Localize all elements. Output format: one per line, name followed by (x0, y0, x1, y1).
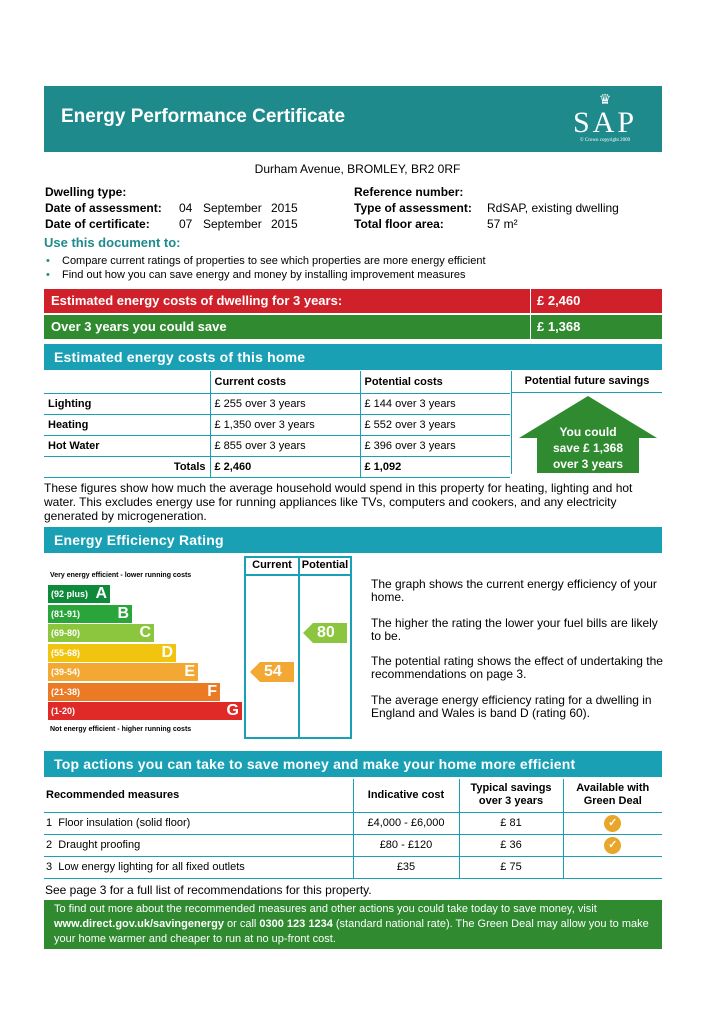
list-item: • Find out how you can save energy and money by installing improvement measures (44, 268, 486, 282)
table-row (44, 435, 510, 456)
measure-name: Low energy lighting for all fixed outlets (58, 861, 245, 873)
reference-label: Reference number: (354, 185, 464, 199)
floor-area-value: 57 m² (487, 217, 518, 231)
costs-table (44, 371, 510, 478)
footer-text: (standard national rate). The Green Deal may allow you to make your home warmer and cheaper to run at no up-front cost. (54, 918, 649, 945)
table-header-row (44, 371, 510, 393)
measure-name: Floor insulation (solid floor) (58, 817, 191, 829)
band-range: (21-38) (51, 686, 81, 697)
band-letter: G (226, 702, 239, 719)
assessment-type-value: RdSAP, existing dwelling (487, 201, 619, 215)
measure-saving: £ 36 (459, 834, 563, 856)
header-line: over 3 years (478, 795, 544, 808)
table-row (44, 812, 662, 834)
rating-paragraph: The potential rating shows the effect of undertaking the recommendations on page 3. (371, 654, 663, 681)
rating-section-header (44, 527, 662, 553)
assessment-year: 2015 (271, 201, 298, 215)
footer-phone: 0300 123 1234 (259, 918, 333, 930)
measure-name: Draught proofing (58, 839, 141, 851)
rating-section-title: Energy Efficiency Rating (54, 532, 224, 548)
certificate-day: 07 (179, 217, 193, 231)
rating-band-c (48, 624, 154, 642)
header-line: Typical savings (470, 782, 552, 795)
estimated-costs-bar (44, 289, 662, 313)
certificate-date-label: Date of certificate: (45, 217, 150, 231)
totals-label: Totals (44, 456, 210, 477)
see-page-note: See page 3 for a full list of recommendations for this property. (45, 883, 372, 897)
cost-current: £ 855 over 3 years (210, 435, 360, 456)
future-savings-column (511, 371, 662, 474)
band-range: (39-54) (51, 667, 81, 677)
measure-cell (44, 856, 353, 878)
measure-cost: £4,000 - £6,000 (353, 812, 459, 834)
cost-current: £ 1,350 over 3 years (210, 414, 360, 435)
measure-number: 3 (46, 861, 53, 873)
estimated-costs-value: £ 2,460 (530, 289, 580, 313)
band-range: (1-20) (51, 706, 76, 716)
current-column-header: Current (252, 559, 292, 571)
scale-bottom-note: Not energy efficient - higher running costs (50, 726, 192, 733)
rating-band-b (48, 605, 132, 623)
cost-row-name: Heating (44, 414, 210, 435)
rating-paragraph: The higher the rating the lower your fuel bills are likely to be. (371, 616, 658, 643)
current-rating-value: 54 (264, 663, 282, 680)
use-bullets (44, 254, 486, 282)
band-letter: F (207, 682, 217, 700)
potential-rating-value: 80 (317, 624, 335, 641)
green-deal-check-icon: ✓ (604, 837, 621, 854)
band-range: (92 plus) (51, 589, 89, 599)
measure-cell (44, 812, 353, 834)
assessment-day: 04 (179, 201, 193, 215)
costs-section-header (44, 344, 662, 370)
cost-row-name: Lighting (44, 393, 210, 414)
footer-text: or call (223, 918, 260, 930)
column-divider (298, 558, 300, 737)
table-header (44, 371, 210, 393)
rating-band-f (48, 683, 220, 701)
savings-value: £ 1,368 (530, 315, 580, 339)
savings-line: You could (559, 425, 617, 439)
band-range: (55-68) (51, 647, 81, 658)
table-header (459, 779, 563, 812)
green-deal-cell (563, 812, 662, 834)
measure-saving: £ 81 (459, 812, 563, 834)
band-letter: B (117, 604, 129, 622)
table-row (44, 834, 662, 856)
table-row (44, 456, 510, 477)
band-range: (81-91) (51, 608, 81, 619)
measure-cost: £35 (353, 856, 459, 878)
footer-text: To find out more about the recommended measures and other actions you could take today to save money, visit (54, 903, 597, 915)
band-range: (69-80) (51, 628, 81, 638)
costs-note: These figures show how much the average household would spend in this property for heating, lighting and hot water. This excludes energy use for running appliances like TVs, computers and cookers, and any electricity generated by microgeneration. (44, 481, 633, 523)
details-left (45, 184, 298, 232)
cost-potential: £ 396 over 3 years (360, 435, 510, 456)
sap-logo-text: SAP (572, 106, 638, 139)
actions-table (44, 779, 662, 879)
savings-line: save £ 1,368 (552, 441, 624, 455)
green-deal-check-icon: ✓ (604, 815, 621, 832)
rating-band-d (48, 644, 176, 662)
band-letter: E (184, 663, 195, 680)
rating-columns (244, 556, 352, 739)
band-letter: A (95, 585, 107, 602)
rating-band-g (48, 702, 242, 720)
header-divider (246, 574, 350, 576)
cost-potential: £ 552 over 3 years (360, 414, 510, 435)
rating-band-a (48, 585, 110, 603)
measure-cost: £80 - £120 (353, 834, 459, 856)
header-line: Green Deal (583, 795, 642, 808)
band-letter: C (139, 624, 151, 641)
totals-current: £ 2,460 (210, 456, 360, 477)
page-title: Energy Performance Certificate (61, 106, 346, 127)
measure-number: 1 (46, 817, 53, 829)
table-header (563, 779, 662, 812)
floor-area-label: Total floor area: (354, 217, 444, 231)
cost-potential: £ 144 over 3 years (360, 393, 510, 414)
costs-section-title: Estimated energy costs of this home (54, 349, 306, 365)
dwelling-type-label: Dwelling type: (45, 185, 127, 199)
table-header: Indicative cost (353, 779, 459, 812)
footer-link[interactable]: www.direct.gov.uk/savingenergy (54, 918, 224, 930)
measure-number: 2 (46, 839, 53, 851)
potential-column-header: Potential (301, 559, 349, 571)
savings-bar (44, 315, 662, 339)
green-deal-cell (563, 856, 662, 878)
future-savings-header: Potential future savings (512, 371, 662, 393)
savings-label: Over 3 years you could save (51, 319, 227, 334)
table-row (44, 856, 662, 878)
rating-paragraph: The graph shows the current energy efficiency of your home. (371, 577, 657, 604)
table-header: Potential costs (360, 371, 510, 393)
cost-current: £ 255 over 3 years (210, 393, 360, 414)
actions-section-header (44, 751, 662, 777)
header-line: Available with (576, 782, 650, 795)
actions-section-title: Top actions you can take to save money and make your home more efficient (54, 756, 576, 772)
sap-logo (564, 92, 646, 148)
cost-row-name: Hot Water (44, 435, 210, 456)
green-deal-cell (563, 834, 662, 856)
totals-potential: £ 1,092 (360, 456, 510, 477)
use-document-title: Use this document to: (44, 235, 181, 250)
table-row (44, 393, 510, 414)
certificate-header (44, 86, 662, 152)
rating-paragraph: The average energy efficiency rating for a dwelling in England and Wales is band D (rating 60). (371, 693, 652, 720)
table-row (44, 414, 510, 435)
table-header: Current costs (210, 371, 360, 393)
scale-top-note: Very energy efficient - lower running costs (50, 572, 192, 579)
savings-line: over 3 years (552, 457, 624, 471)
band-letter: D (161, 643, 173, 661)
estimated-costs-label: Estimated energy costs of dwelling for 3 years: (51, 293, 343, 308)
assessment-type-label: Type of assessment: (354, 201, 472, 215)
table-header-row (44, 779, 662, 812)
measure-cell (44, 834, 353, 856)
list-item: • Compare current ratings of properties to see which properties are more energy efficient (44, 254, 486, 268)
details-right (354, 184, 654, 232)
measure-saving: £ 75 (459, 856, 563, 878)
crown-copyright: © Crown copyright 2009 (579, 138, 631, 143)
green-deal-footer (44, 900, 662, 949)
assessment-month: September (203, 201, 262, 215)
assessment-date-label: Date of assessment: (45, 201, 162, 215)
crown-icon: ♛ (598, 93, 612, 108)
property-address: Durham Avenue, BROMLEY, BR2 0RF (254, 162, 461, 176)
savings-house-text (519, 424, 657, 472)
certificate-month: September (203, 217, 262, 231)
table-header: Recommended measures (44, 779, 353, 812)
certificate-year: 2015 (271, 217, 298, 231)
rating-band-e (48, 663, 198, 681)
